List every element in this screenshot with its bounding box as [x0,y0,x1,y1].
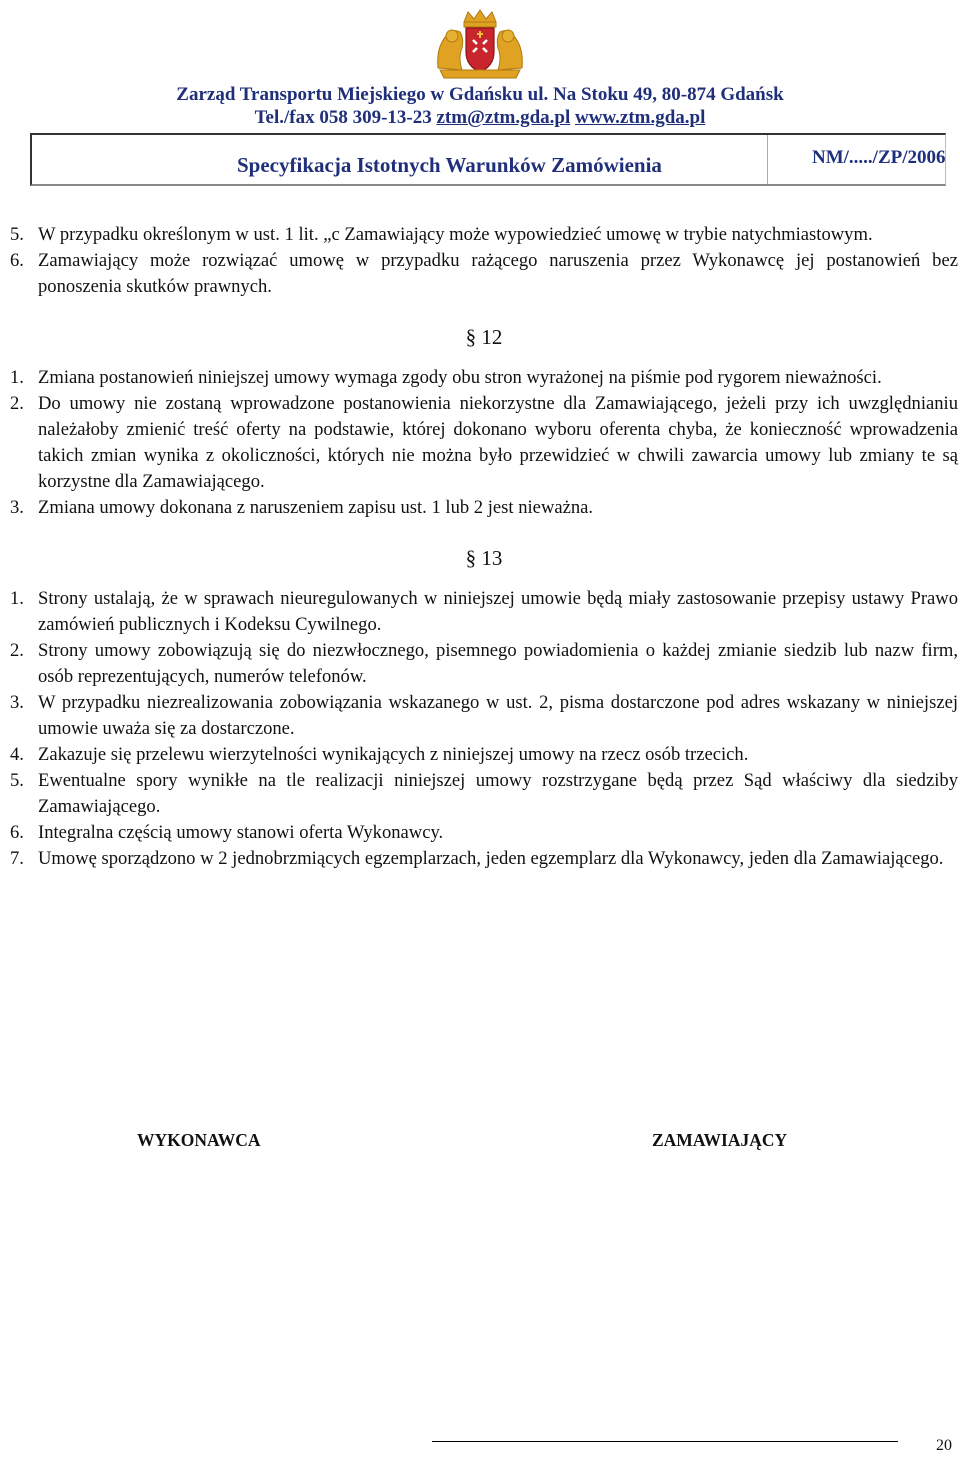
item-text: Zamawiający może rozwiązać umowę w przypadku rażącego naruszenia przez Wykonawcę jej postanowień bez ponoszenia skutków prawnych. [38,250,958,297]
item-text: W przypadku określonym w ust. 1 lit. „c Zamawiający może wypowiedzieć umowę w trybie natychmiastowym. [38,224,873,245]
item-text: Do umowy nie zostaną wprowadzone postanowienia niekorzystne dla Zamawiającego, jeżeli przy ich uwzględnianiu należałoby zmienić treść oferty na podstawie, której dokonano wyboru oferenta chyba, że konieczność wprowadzenia takich zmian wynika z okoliczności, których nie można było przewidzieć w chwili zawarcia umowy lub zmiany te są korzystne dla Zamawiającego. [38,393,958,492]
document-body [10,222,958,872]
list-item [10,222,958,248]
item-text: W przypadku niezrealizowania zobowiązania wskazanego w ust. 2, pisma dostarczone pod adres wskazany w niniejszej umowie uważa się za dostarczone. [38,692,958,739]
item-number: 3. [10,692,24,713]
header-divider [767,135,768,184]
signature-contractor: WYKONAWCA [137,1130,261,1150]
item-text: Integralna częścią umowy stanowi oferta Wykonawcy. [38,822,444,843]
email-link[interactable]: ztm@ztm.gda.pl [436,107,571,128]
document-reference-number: NM/...../ZP/2006 [812,147,946,168]
list-item [10,742,958,768]
item-number: 5. [10,770,24,791]
item-number: 6. [10,822,24,843]
item-number: 2. [10,393,24,414]
gdansk-coat-of-arms-logo [428,8,532,80]
list-item [10,365,958,391]
document-header-box [30,133,946,186]
item-number: 7. [10,848,24,869]
list-item [10,768,958,820]
item-number: 1. [10,588,24,609]
section-12-heading: § 12 [465,325,503,349]
website-link[interactable]: www.ztm.gda.pl [575,107,706,128]
item-number: 4. [10,744,24,765]
item-text: Strony umowy zobowiązują się do niezwłocznego, pisemnego powiadomienia o każdej zmianie siedzib lub nazw firm, osób reprezentujących, numerów telefonów. [38,640,958,687]
signature-ordering-party: ZAMAWIAJĄCY [652,1130,788,1150]
list-item [10,495,958,521]
list-item [10,248,958,300]
item-text: Umowę sporządzono w 2 jednobrzmiących egzemplarzach, jeden egzemplarz dla Wykonawcy, jeden dla Zamawiającego. [38,848,944,869]
section-13-heading: § 13 [465,546,503,570]
footer-rule [432,1441,898,1442]
item-number: 1. [10,367,24,388]
item-number: 5. [10,224,24,245]
item-text: Ewentualne spory wynikłe na tle realizacji niniejszej umowy rozstrzygane będą przez Sąd właściwy dla siedziby Zamawiającego. [38,770,958,817]
list-item [10,690,958,742]
item-number: 3. [10,497,24,518]
list-item [10,846,958,872]
item-text: Strony ustalają, że w sprawach nieuregulowanych w niniejszej umowie będą miały zastosowanie przepisy ustawy Prawo zamówień publicznych i Kodeksu Cywilnego. [38,588,958,635]
item-text: Zmiana umowy dokonana z naruszeniem zapisu ust. 1 lub 2 jest nieważna. [38,497,594,518]
item-text: Zmiana postanowień niniejszej umowy wymaga zgody obu stron wyrażonej na piśmie pod rygorem nieważności. [38,367,882,388]
list-item [10,391,958,495]
list-item [10,820,958,846]
list-item [10,638,958,690]
page-number: 20 [936,1437,952,1454]
item-number: 6. [10,250,24,271]
list-item [10,586,958,638]
document-title: Specyfikacja Istotnych Warunków Zamówienia [237,153,662,177]
organization-address: Zarząd Transportu Miejskiego w Gdańsku ul. Na Stoku 49, 80-874 Gdańsk [176,84,784,105]
item-text: Zakazuje się przelewu wierzytelności wynikających z niniejszej umowy na rzecz osób trzecich. [38,744,749,765]
phone-fax: Tel./fax 058 309-13-23 [254,107,432,128]
organization-contact [0,107,960,129]
item-number: 2. [10,640,24,661]
